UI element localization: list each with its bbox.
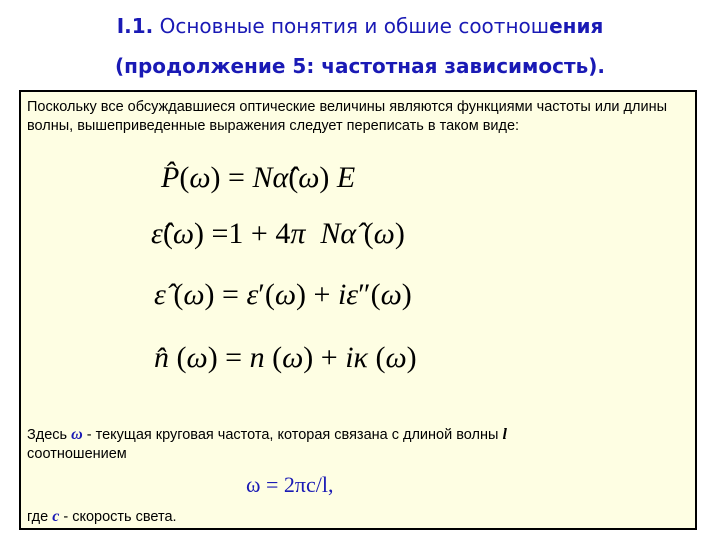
where-paragraph [27, 507, 177, 527]
here-prefix: Здесь [27, 427, 72, 443]
l-symbol: l [502, 426, 507, 443]
equation-permittivity: ε̂(ω) =1 + 4π Nα̂ (ω) [151, 217, 405, 250]
title-line-1 [0, 6, 720, 46]
intro-paragraph: Поскольку все обсуждавшиеся оптические величины являются функциями частоты или длины волны, вышеприведенные выражения следует переписать в таком виде: [27, 99, 667, 134]
title-text-tail: ения [549, 14, 604, 38]
here-paragraph [27, 425, 687, 464]
omega-symbol: ω [71, 426, 83, 443]
where-end: - скорость света. [59, 509, 177, 525]
c-symbol: c [52, 508, 60, 525]
here-mid: - текущая круговая частота, которая связана с длиной волны [82, 427, 503, 443]
equation-refractive-index: n̂ (ω) = n (ω) + iκ (ω) [154, 341, 417, 374]
slide-title [0, 6, 720, 86]
title-line-2: (продолжение 5: частотная зависимость). [115, 54, 605, 78]
equation-complex-permittivity: ε̂ (ω) = ε′(ω) + iε″(ω) [154, 278, 412, 311]
content-panel [19, 90, 697, 530]
section-number: I.1. [116, 14, 154, 38]
title-text: Основные понятия и обшие соотнош [153, 14, 550, 38]
equation-polarization: P̂(ω) = Nα̂(ω) E [161, 161, 356, 194]
here-end: соотношением [27, 446, 127, 462]
frequency-relation: ω = 2πc/l, [246, 472, 334, 497]
where-prefix: где [27, 509, 53, 525]
